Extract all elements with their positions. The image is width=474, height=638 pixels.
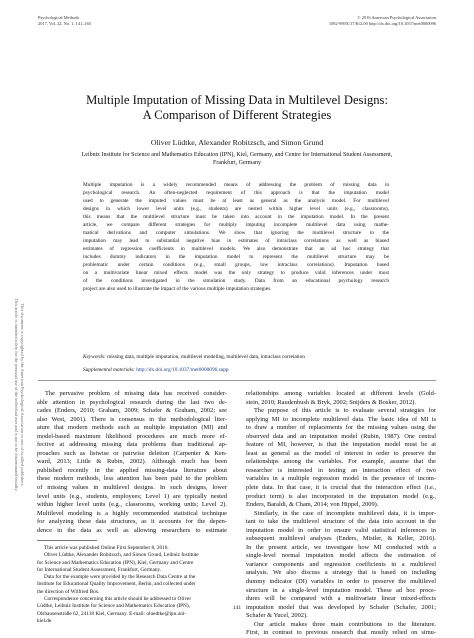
body-line: stein, 2010; Raudenbush & Bryk, 2002; Snijders & Bosker, 2012). <box>246 398 416 406</box>
body-line: variance components and regression coefficients in a multilevel <box>246 560 436 568</box>
abstract-line: designs in which lower level units (e.g., students) are nested within higher level units (e.g., classrooms), <box>83 206 389 212</box>
affiliation-line: Frankfurt, Germany <box>213 160 261 167</box>
body-line: Our article makes three main contributions to the literature. <box>254 620 436 628</box>
footnotes <box>37 545 227 625</box>
body-line: In the present article, we investigate how MI conducted with a <box>246 543 436 551</box>
body-line: analysis. We also discuss a strategy that is based on including <box>246 569 436 577</box>
footnote-line: Data for the example were provided by the Research Data Centre at the <box>44 574 196 581</box>
body-line: published recently in the applied missing-data literature about <box>37 466 227 474</box>
body-line: First, in contrast to previous research that mostly relied on simu- <box>246 629 436 637</box>
footnote-divider <box>37 540 97 541</box>
footnote-line: Institute for Educational Quality Improvement, Berlin, and collected under <box>37 581 196 588</box>
body-line: proaches such as listwise or pairwise deletion (Carpenter & Ken- <box>37 449 227 457</box>
supplemental-materials <box>83 366 389 374</box>
abstract-line: problematic under certain conditions (e.g., small groups, low intraclass correlations). Imputation based <box>83 262 389 268</box>
title-line: Multiple Imputation of Missing Data in Multilevel Designs: <box>86 93 388 107</box>
keywords-label: Keywords: <box>83 354 106 360</box>
section-divider <box>38 380 436 381</box>
keywords <box>83 353 389 361</box>
footnote-line: Lüdtke, Leibniz Institute for Science and Mathematics Education (IPN), <box>37 603 190 610</box>
journal-header-right <box>329 15 436 26</box>
footnote-line: kiel.de <box>37 617 52 624</box>
footnote-line: Correspondence concerning this article should be addressed to Oliver <box>44 596 192 603</box>
body-line: subsequent multilevel analyses (Enders, Mistler, & Keller, 2016). <box>246 535 436 543</box>
body-line: Schafer & Yucel, 2002). <box>246 612 308 620</box>
abstract <box>83 181 389 293</box>
supplemental-label: Supplemental materials: <box>83 367 135 373</box>
body-line: feature of MI, however, is that the imputation model must be at <box>246 441 436 449</box>
body-line: tant to take the multilevel structure of the data into account in the <box>246 518 436 526</box>
journal-volume: 2017, Vol. 22, No. 1, 141–165 <box>38 20 92 26</box>
body-line: cades (Enders, 2010; Graham, 2009; Schafer & Graham, 2002; see <box>37 407 227 415</box>
body-line: ward, 2013; Little & Rubin, 2002). Although much has been <box>37 458 227 466</box>
body-line: able attention in psychological research during the last two de- <box>37 398 227 406</box>
body-line: Enders, Baraldi, & Cham, 2014; von Hippel, 2009). <box>246 501 379 509</box>
footnote-line: the direction of Wilfried Bos. <box>37 588 100 595</box>
body-line: for analyzing these data structures, as it accounts for the depen- <box>37 518 227 526</box>
copyright-side-note <box>3 160 25 630</box>
abstract-line: estimates of regression coefficients in multilevel models. We also demonstrate that an ad hoc strategy that <box>83 246 389 252</box>
abstract-line: article, we compare different strategies for multiply imputing incomplete multilevel data using mathe- <box>83 222 389 228</box>
abstract-line: on a multivariate linear mixed effects model was the only strategy to produce valid inferences under most <box>83 270 389 276</box>
journal-header-left <box>38 15 91 26</box>
affiliation-line: Leibniz Institute for Science and Mathematics Education (IPN), Kiel, Germany, and Centre for International Student Assessment, <box>81 152 393 158</box>
body-line: ature that modern methods such as multiple imputation (MI) and <box>37 424 227 432</box>
body-line: product term) is also incorporated in the imputation model (e.g., <box>246 492 436 500</box>
side-note-line: This document is copyrighted by the American Psychological Association or one of its allied publishers. <box>20 303 25 487</box>
body-line: least as general as the model of interest in order to preserve the <box>246 449 436 457</box>
body-line: fective at addressing missing data problems than traditional ap- <box>37 441 227 449</box>
body-line: dence in the data as well as allowing researchers to estimate <box>37 526 227 534</box>
abstract-line: psychological research. An often-neglected requirement of this approach is that the imputation model <box>83 190 389 196</box>
body-line: researcher is interested in testing an interaction effect of two <box>246 466 436 474</box>
body-line: of missing values in multilevel designs. In such designs, lower <box>37 484 227 492</box>
body-line: within higher level units (e.g., classrooms, working units; Level 2). <box>37 501 227 509</box>
body-column-left <box>37 390 227 535</box>
abstract-line: this means that the multilevel structure must be taken into account in the imputation model. In the present <box>83 214 389 220</box>
body-line: to draw a number of replacements for the missing values using the <box>246 424 436 432</box>
abstract-line: includes dummy indicators in the imputation model to represent the multilevel structure may be <box>83 254 389 260</box>
body-column-right <box>246 390 436 638</box>
body-line: these modern methods, less attention has been paid to the problem <box>37 475 227 483</box>
body-line: level units (e.g., students, employees; Level 1) are typically nested <box>37 492 227 500</box>
abstract-line: of the conditions investigated in the simulation study. Data from an educational psychology research <box>83 278 389 284</box>
footnote-line: Oliver Lüdtke, Alexander Robitzsch, and Simon Grund, Leibniz Institute <box>44 552 199 559</box>
body-line: structure in a single-level imputation model. These ad hoc proce- <box>246 586 436 594</box>
author-list: Oliver Lüdtke, Alexander Robitzsch, and Simon Grund <box>150 138 324 147</box>
title-line: A Comparison of Different Strategies <box>142 108 332 122</box>
body-line: plete data. In that case, it is crucial that the interaction effect (i.e., <box>246 484 436 492</box>
body-line: The pervasive problem of missing data has received consider- <box>45 390 227 397</box>
copyright-line: © 2016 American Psychological Association <box>357 15 436 20</box>
body-line: also West, 2001). There is consensus in the methodological liter- <box>37 415 227 423</box>
supplemental-link[interactable]: http://dx.doi.org/10.1037/met0000096.supp <box>136 367 229 373</box>
abstract-line: project are also used to illustrate the impact of the various multiple imputation strategies. <box>83 286 272 292</box>
side-note-line: This article is intended solely for the personal use of the individual user and is not to be disseminated broadly. <box>13 298 19 492</box>
affiliation <box>60 151 414 168</box>
article-title <box>60 93 414 123</box>
body-line: model-based maximum likelihood procedures are much more ef- <box>37 432 227 440</box>
body-line: variables in a multiple regression model in the presence of incom- <box>246 475 436 483</box>
abstract-line: matical derivations and computer simulations. We show that ignoring the multilevel structure in the <box>83 230 389 236</box>
body-line: imputation model that was developed by Schafer (Schafer, 2001; <box>246 603 436 611</box>
page-number: 141 <box>232 605 242 611</box>
body-line: dummy indicator (DI) variables in order to preserve the multilevel <box>246 578 436 586</box>
body-line: dures will be compared with a multivariate linear mixed-effects <box>246 595 436 603</box>
footnote-line: for Science and Mathematics Education (IPN), Kiel, Germany and Centre <box>37 559 194 566</box>
abstract-line: Multiple imputation is a widely recommended means of addressing the problem of missing data in <box>83 182 389 188</box>
body-line: observed data and an imputation model (Rubin, 1987). One central <box>246 432 436 440</box>
footnote-line: This article was published Online First September 8, 2016. <box>44 545 169 551</box>
footnote-line: for International Student Assessment, Frankfurt, Germany. <box>37 566 162 573</box>
doi-line: 1082-989X/17/$12.00 http://dx.doi.org/10.1037/met0000096 <box>328 20 436 26</box>
body-line: single-level normal imputation model affects the estimation of <box>246 552 436 560</box>
abstract-line: imputation may lead to substantial negative bias in estimates of intraclass correlations as well as biased <box>83 238 389 244</box>
body-line: Multilevel modeling is a highly recommended statistical technique <box>37 509 227 517</box>
body-line: relationships among the variables. For example, assume that the <box>246 458 436 466</box>
body-line: applying MI to incomplete multilevel data. The basic idea of MI is <box>246 415 436 423</box>
footnote-line: Olshausenstraße 62, 24118 Kiel, Germany. E-mail: oluedtke@ipn.uni- <box>37 610 187 617</box>
abstract-line: used to generate the imputed values must be at least as general as the analysis model. For multilevel <box>83 198 389 204</box>
body-line: relationships among variables located at different levels (Gold- <box>246 390 436 397</box>
body-line: The purpose of this article is to evaluate several strategies for <box>254 407 436 415</box>
journal-name: Psychological Methods <box>38 15 80 20</box>
body-line: imputation model in order to ensure valid statistical inferences in <box>246 526 436 534</box>
body-line: Similarly, in the case of incomplete multilevel data, it is impor- <box>254 509 436 517</box>
keywords-text: missing data, multiple imputation, multilevel modeling, multilevel data, intraclass correlation <box>107 354 305 360</box>
